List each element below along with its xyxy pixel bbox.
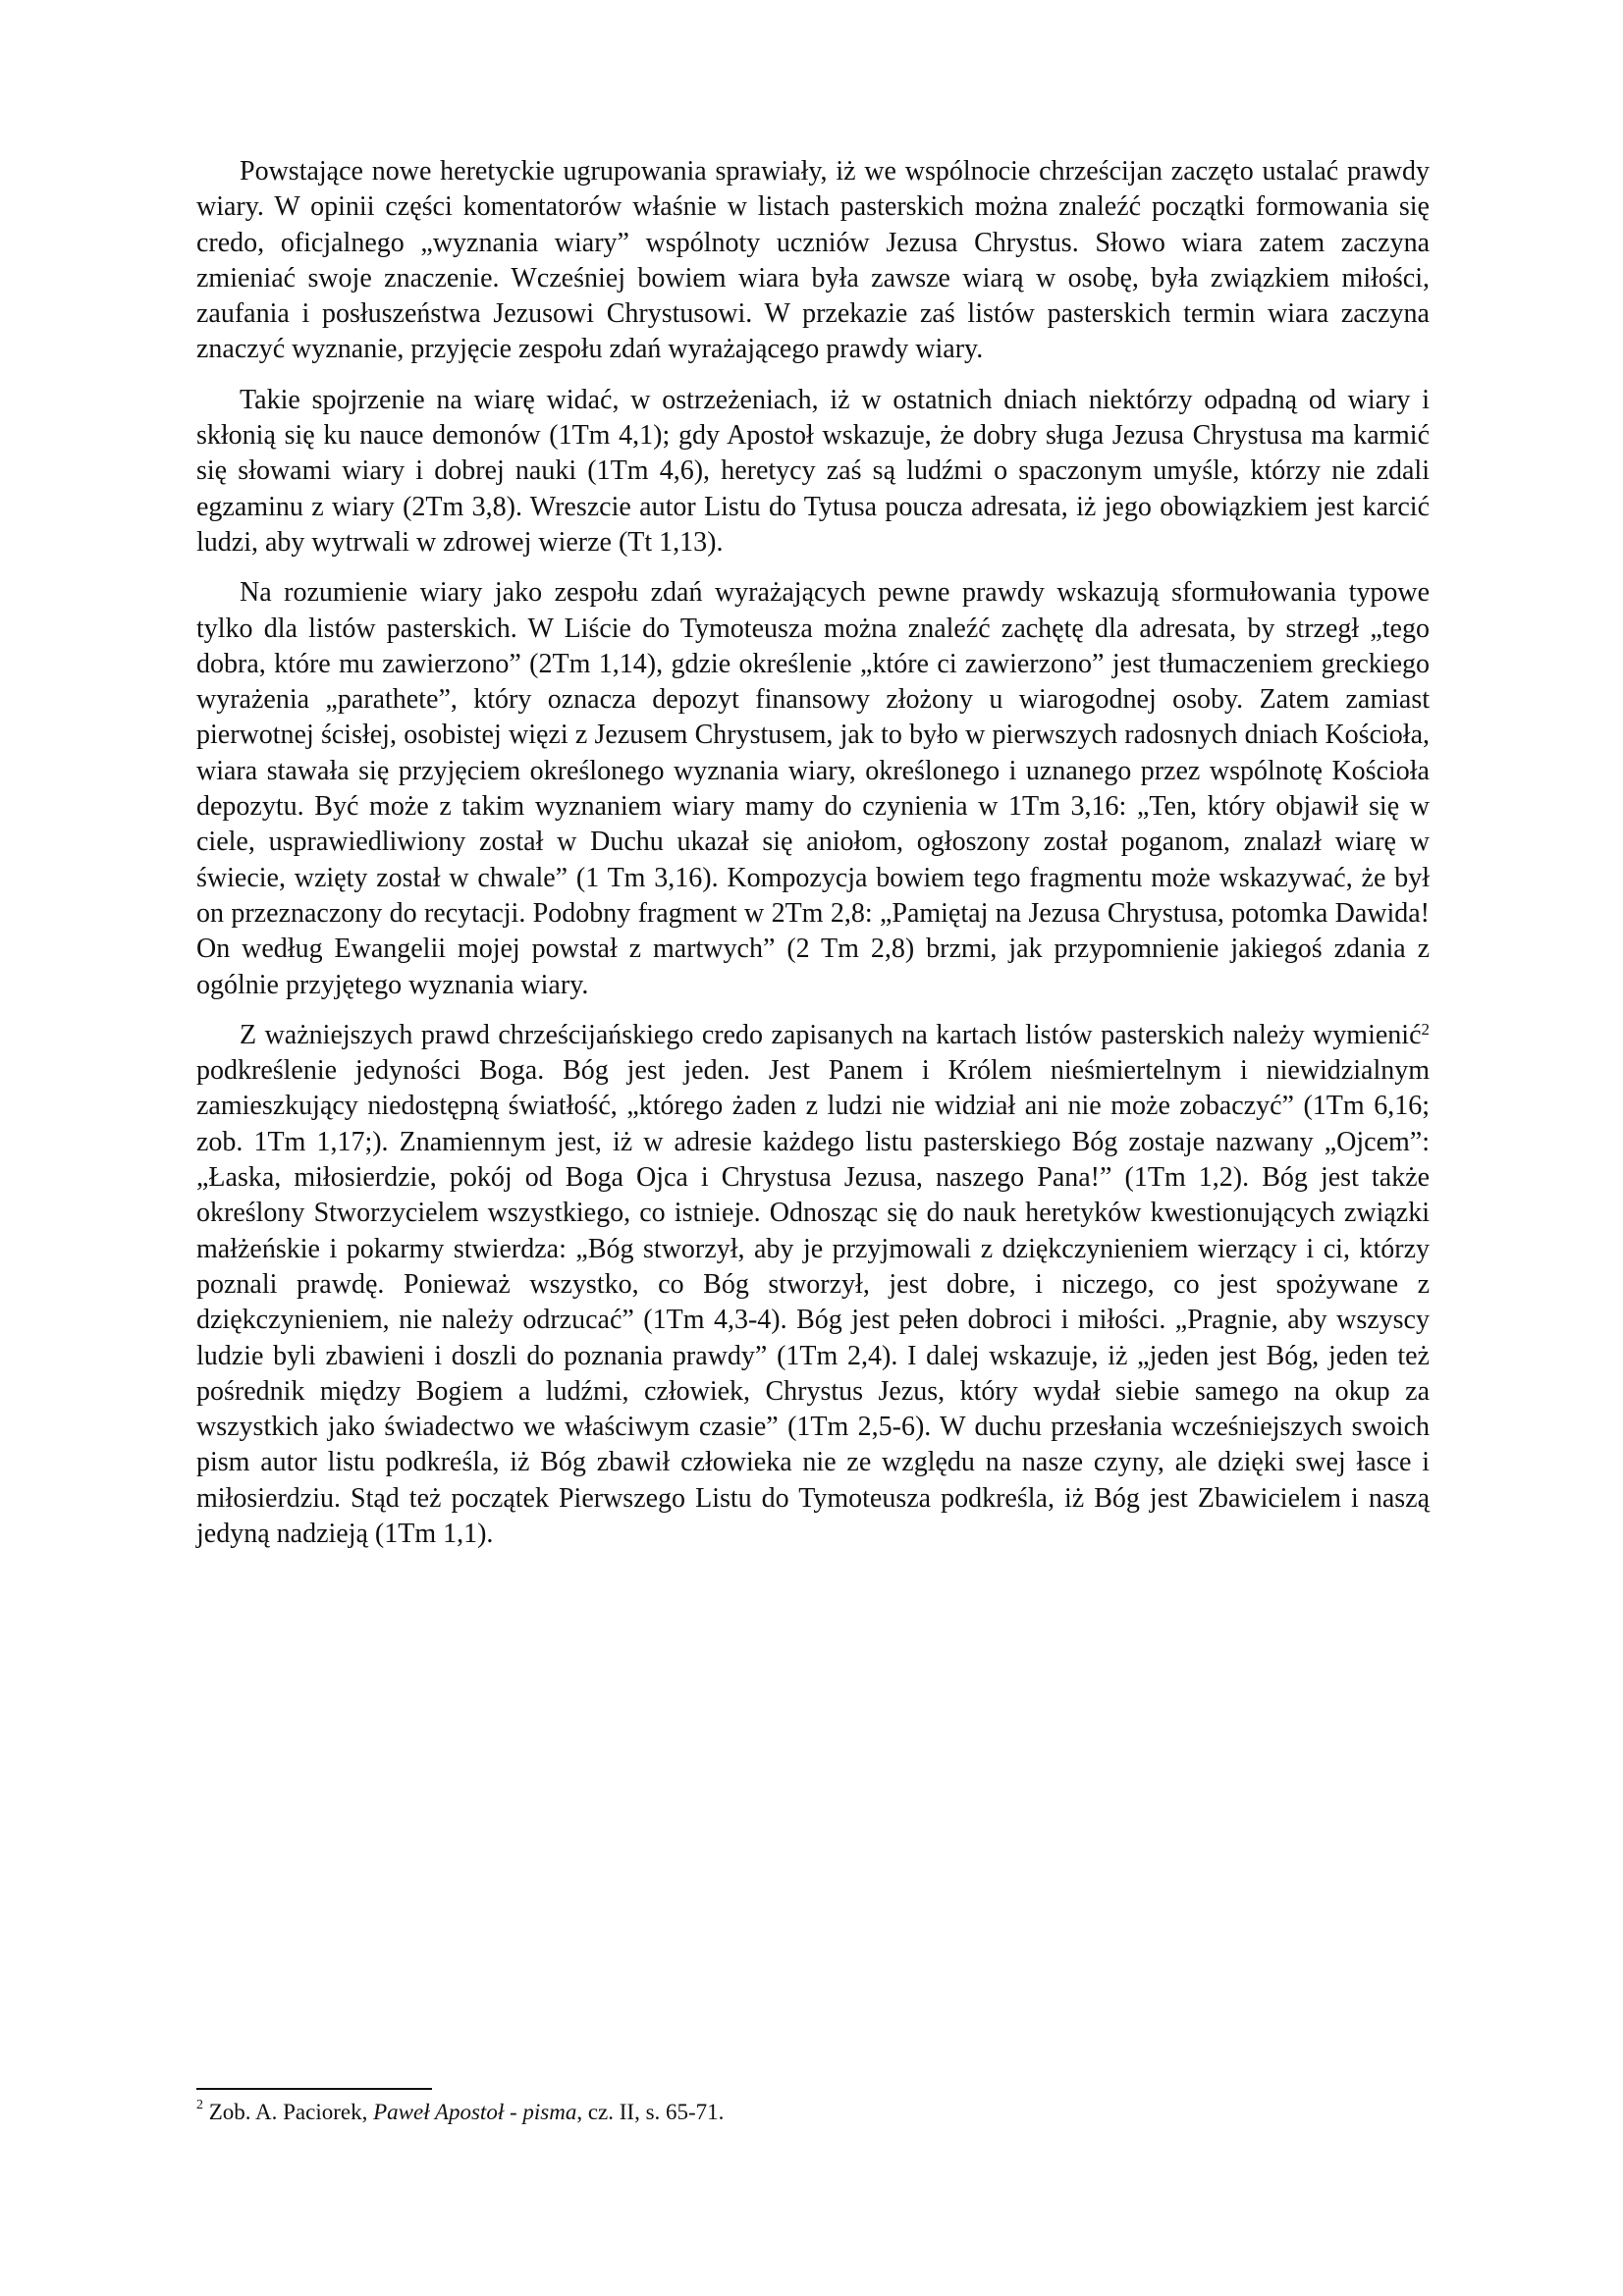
paragraph: Na rozumienie wiary jako zespołu zdań wyrażających pewne prawdy wskazują sformułowania typowe tylko dla listów pasterskich. W Liście do Tymoteusza można znaleźć zachętę dla adresata, by strzegł „tego dobra, które mu zawierzono” (2Tm 1,14), gdzie określenie „które ci zawierzono” jest tłumaczeniem greckiego wyrażenia „parathete”, który oznacza depozyt finansowy złożony u wiarogodnej osoby. Zatem zamiast pierwotnej ścisłej, osobistej więzi z Jezusem Chrystusem, jak to było w pierwszych radosnych dniach Kościoła, wiara stawała się przyjęciem określonego wyznania wiary, określonego i uznanego przez wspólnotę Kościoła depozytu. Być może z takim wyznaniem wiary mamy do czynienia w 1Tm 3,16: „Ten, który objawił się w ciele, usprawiedliwiony został w Duchu ukazał się aniołom, ogłoszony został poganom, znalazł wiarę w świecie, wzięty został w chwale” (1 Tm 3,16). Kompozycja bowiem tego fragmentu może wskazywać, że był on przeznaczony do recytacji. Podobny fragment w 2Tm 2,8: „Pamiętaj na Jezusa Chrystusa, potomka Dawida! On według Ewangelii mojej powstał z martwych” (2 Tm 2,8) brzmi, jak przypomnienie jakiegoś zdania z ogólnie przyjętego wyznania wiary. [196,577,1430,1000]
paragraph-text: Z ważniejszych prawd chrześcijańskiego credo zapisanych na kartach listów pasterskich należy wymienić [240,1019,1422,1050]
footnote-title: Paweł Apostoł - pisma [373,2100,577,2124]
paragraph-text: podkreślenie jedyności Boga. Bóg jest jeden. Jest Panem i Królem nieśmiertelnym i niewidzialnym zamieszkujący niedostępną światłość, „którego żaden z ludzi nie widział ani nie może zobaczyć” (1Tm 6,16; zob. 1Tm 1,17;). Znamiennym jest, iż w adresie każdego listu pasterskiego Bóg zostaje nazwany „Ojcem”: „Łaska, miłosierdzie, pokój od Boga Ojca i Chrystusa Jezusa, naszego Pana!” (1Tm 1,2). Bóg jest także określony Stworzycielem wszystkiego, co istnieje. Odnosząc się do nauk heretyków kwestionujących związki małżeńskie i pokarmy stwierdza: „Bóg stworzył, aby je przyjmowali z dziękczynieniem wierzący i ci, którzy poznali prawdę. Ponieważ wszystko, co Bóg stworzył, jest dobre, i niczego, co jest spożywane z dziękczynieniem, nie należy odrzucać” (1Tm 4,3-4). Bóg jest pełen dobroci i miłości. „Pragnie, aby wszyscy ludzie byli zbawieni i doszli do poznania prawdy” (1Tm 2,4). I dalej wskazuje, iż „jeden jest Bóg, jeden też pośrednik między Bogiem a ludźmi, człowiek, Chrystus Jezus, który wydał siebie samego na okup za wszystkich jako świadectwo we właściwym czasie” (1Tm 2,5-6). W duchu przesłania wcześniejszych swoich pism autor listu podkreśla, iż Bóg zbawił człowieka nie ze względu na nasze czyny, ale dzięki swej łasce i miłosierdziu. Stąd też początek Pierwszego Listu do Tymoteusza podkreśla, iż Bóg jest Zbawicielem i naszą jedyną nadzieją (1Tm 1,1). [196,1055,1430,1549]
paragraph: Powstające nowe heretyckie ugrupowania sprawiały, iż we wspólnocie chrześcijan zaczęto ustalać prawdy wiary. W opinii części komentatorów właśnie w listach pasterskich można znaleźć początki formowania się credo, oficjalnego „wyznania wiary” wspólnoty uczniów Jezusa Chrystus. Słowo wiara zatem zaczyna zmieniać swoje znaczenie. Wcześniej bowiem wiara była zawsze wiarą w osobę, była związkiem miłości, zaufania i posłuszeństwa Jezusowi Chrystusowi. W przekazie zaś listów pasterskich termin wiara zaczyna znaczyć wyznanie, przyjęcie zespołu zdań wyrażającego prawdy wiary. [196,156,1430,365]
footnote-text: , cz. II, s. 65-71. [576,2100,725,2124]
footnote [196,2100,724,2125]
footnote-text: Zob. A. Paciorek, [203,2100,374,2124]
paragraph: Takie spojrzenie na wiarę widać, w ostrzeżeniach, iż w ostatnich dniach niektórzy odpadną od wiary i skłonią się ku nauce demonów (1Tm 4,1); gdy Apostoł wskazuje, że dobry sługa Jezusa Chrystusa ma karmić się słowami wiary i dobrej nauki (1Tm 4,6), heretycy zaś są ludźmi o spaczonym umyśle, którzy nie zdali egzaminu z wiary (2Tm 3,8). Wreszcie autor Listu do Tytusa poucza adresata, iż jego obowiązkiem jest karcić ludzi, aby wytrwali w zdrowej wierze (Tt 1,13). [196,384,1430,558]
footnote-reference[interactable]: 2 [1421,1019,1430,1039]
document-body [196,154,1430,1567]
paragraph [196,1018,1430,1552]
footnote-number: 2 [196,2098,203,2113]
footnote-separator [196,2088,432,2090]
